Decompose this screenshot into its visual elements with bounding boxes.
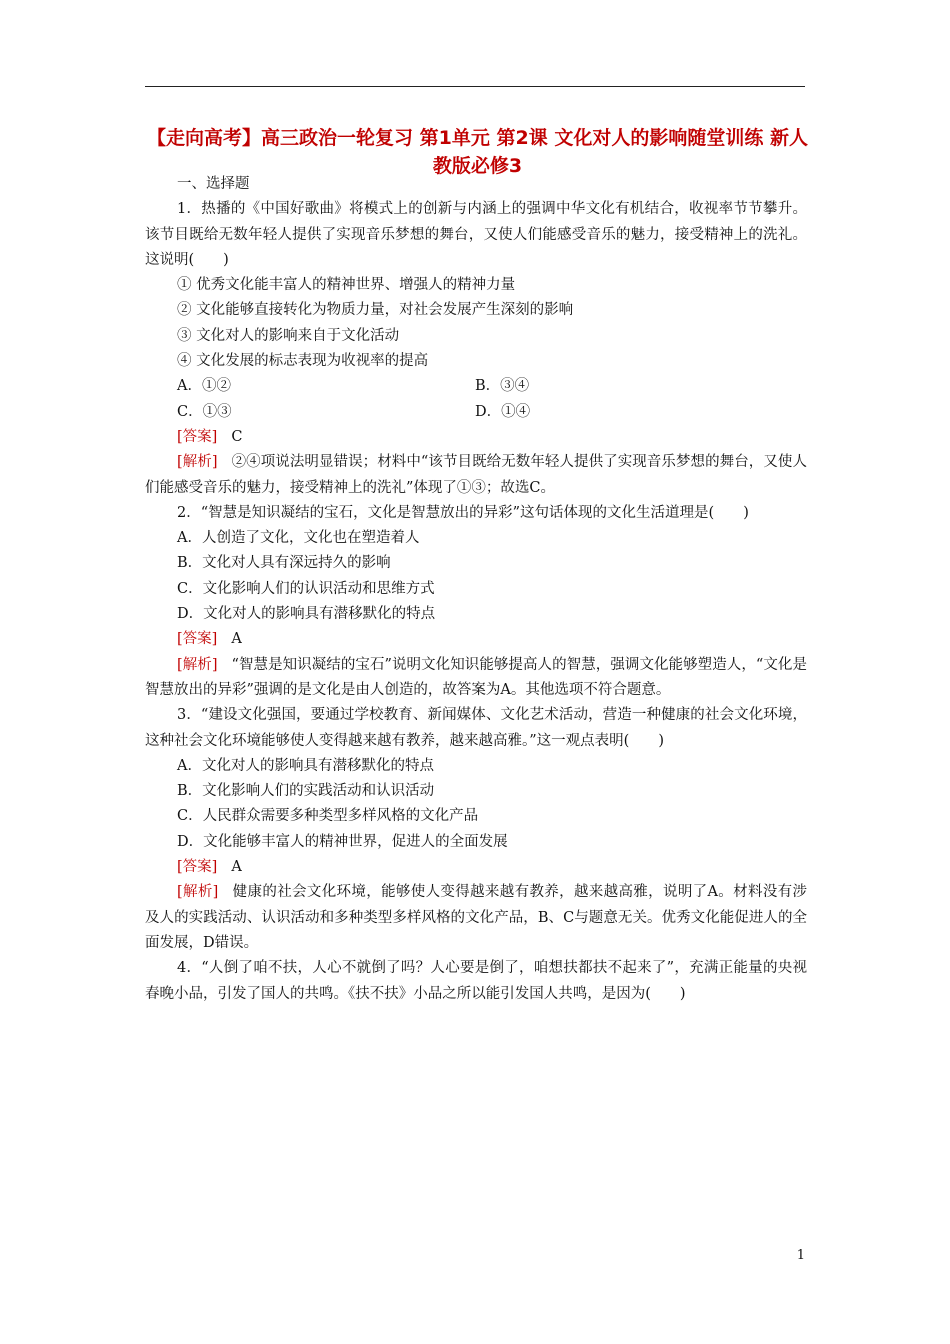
question-1-item-4: ④ 文化发展的标志表现为收视率的提高 bbox=[177, 353, 429, 370]
question-2-option-b: B．文化对人具有深远持久的影响 bbox=[177, 555, 391, 572]
question-1-item-2: ② 文化能够直接转化为物质力量，对社会发展产生深刻的影响 bbox=[177, 302, 574, 319]
question-3-answer bbox=[145, 855, 807, 880]
question-1-item-3: ③ 文化对人的影响来自于文化活动 bbox=[177, 327, 400, 344]
question-4-stem: 4．“人倒了咱不扶，人心不就倒了吗？人心要是倒了，咱想扶都扶不起来了”，充满正能量的央视春晚小品，引发了国人的共鸣。《扶不扶》小品之所以能引发国人共鸣，是因为( ) bbox=[145, 960, 807, 1002]
analysis-tag: [解析] bbox=[177, 884, 219, 901]
question-1-stem: 1．热播的《中国好歌曲》将模式上的创新与内涵上的强调中华文化有机结合，收视率节节攀升。该节目既给无数年轻人提供了实现音乐梦想的舞台，又使人们能感受音乐的魅力，接受精神上的洗礼。这说明( ) bbox=[145, 201, 807, 268]
question-2-answer bbox=[145, 627, 807, 652]
question-2-stem: 2．“智慧是知识凝结的宝石，文化是智慧放出的异彩”这句话体现的文化生活道理是( ) bbox=[177, 504, 749, 521]
answer-value: A bbox=[231, 859, 242, 876]
question-1-option-a: A．①② bbox=[177, 378, 231, 395]
analysis-tag: [解析] bbox=[177, 454, 218, 471]
question-1-item-1: ① 优秀文化能丰富人的精神世界、增强人的精神力量 bbox=[177, 277, 516, 294]
question-2-option-c: C．文化影响人们的认识活动和思维方式 bbox=[177, 580, 435, 597]
question-3-stem: 3．“建设文化强国，要通过学校教育、新闻媒体、文化艺术活动，营造一种健康的社会文化环境，这种社会文化环境能够使人变得越来越有教养，越来越高雅。”这一观点表明( ) bbox=[145, 707, 807, 749]
question-1-answer bbox=[145, 425, 807, 450]
answer-value: C bbox=[231, 428, 243, 445]
answer-value: A bbox=[231, 631, 242, 648]
question-1-option-d: D．①④ bbox=[475, 403, 531, 420]
page-number: 1 bbox=[796, 1248, 805, 1263]
question-2-analysis bbox=[145, 653, 807, 704]
answer-tag: [答案] bbox=[177, 631, 218, 648]
analysis-text: “智慧是知识凝结的宝石”说明文化知识能够提高人的智慧，强调文化能够塑造人，“文化是智慧放出的异彩”强调的是文化是由人创造的，故答案为A。其他选项不符合题意。 bbox=[145, 656, 807, 698]
question-3-option-c: C．人民群众需要多种类型多样风格的文化产品 bbox=[177, 808, 479, 825]
analysis-text: 健康的社会文化环境，能够使人变得越来越有教养，越来越高雅，说明了A。材料没有涉及人的实践活动、认识活动和多种类型多样风格的文化产品，B、C与题意无关。优秀文化能促进人的全面发展，D错误。 bbox=[145, 884, 808, 951]
question-1-options-row-2 bbox=[145, 400, 807, 425]
analysis-text: ②④项说法明显错误；材料中“该节目既给无数年轻人提供了实现音乐梦想的舞台，又使人们能感受音乐的魅力，接受精神上的洗礼”体现了①③；故选C。 bbox=[145, 454, 807, 496]
question-3-option-b: B．文化影响人们的实践活动和认识活动 bbox=[177, 783, 435, 800]
question-2-option-d: D．文化对人的影响具有潜移默化的特点 bbox=[177, 606, 436, 623]
section-heading: 一、选择题 bbox=[177, 176, 250, 192]
answer-tag: [答案] bbox=[177, 428, 218, 445]
question-3-option-d: D．文化能够丰富人的精神世界，促进人的全面发展 bbox=[177, 833, 508, 850]
question-3-option-a: A．文化对人的影响具有潜移默化的特点 bbox=[177, 757, 434, 774]
question-2-option-a: A．人创造了文化，文化也在塑造着人 bbox=[177, 530, 420, 547]
document-title: 【走向高考】高三政治一轮复习 第1单元 第2课 文化对人的影响随堂训练 新人教版必修3 bbox=[147, 127, 808, 177]
question-3-analysis bbox=[145, 880, 807, 956]
question-1-options-row-1 bbox=[145, 374, 807, 399]
analysis-tag: [解析] bbox=[177, 656, 218, 673]
question-1-option-c: C．①③ bbox=[177, 403, 232, 420]
answer-tag: [答案] bbox=[177, 859, 218, 876]
header-rule bbox=[145, 86, 805, 87]
question-1-analysis bbox=[145, 450, 807, 501]
question-1-option-b: B．③④ bbox=[475, 378, 530, 395]
document-body bbox=[145, 172, 807, 1007]
